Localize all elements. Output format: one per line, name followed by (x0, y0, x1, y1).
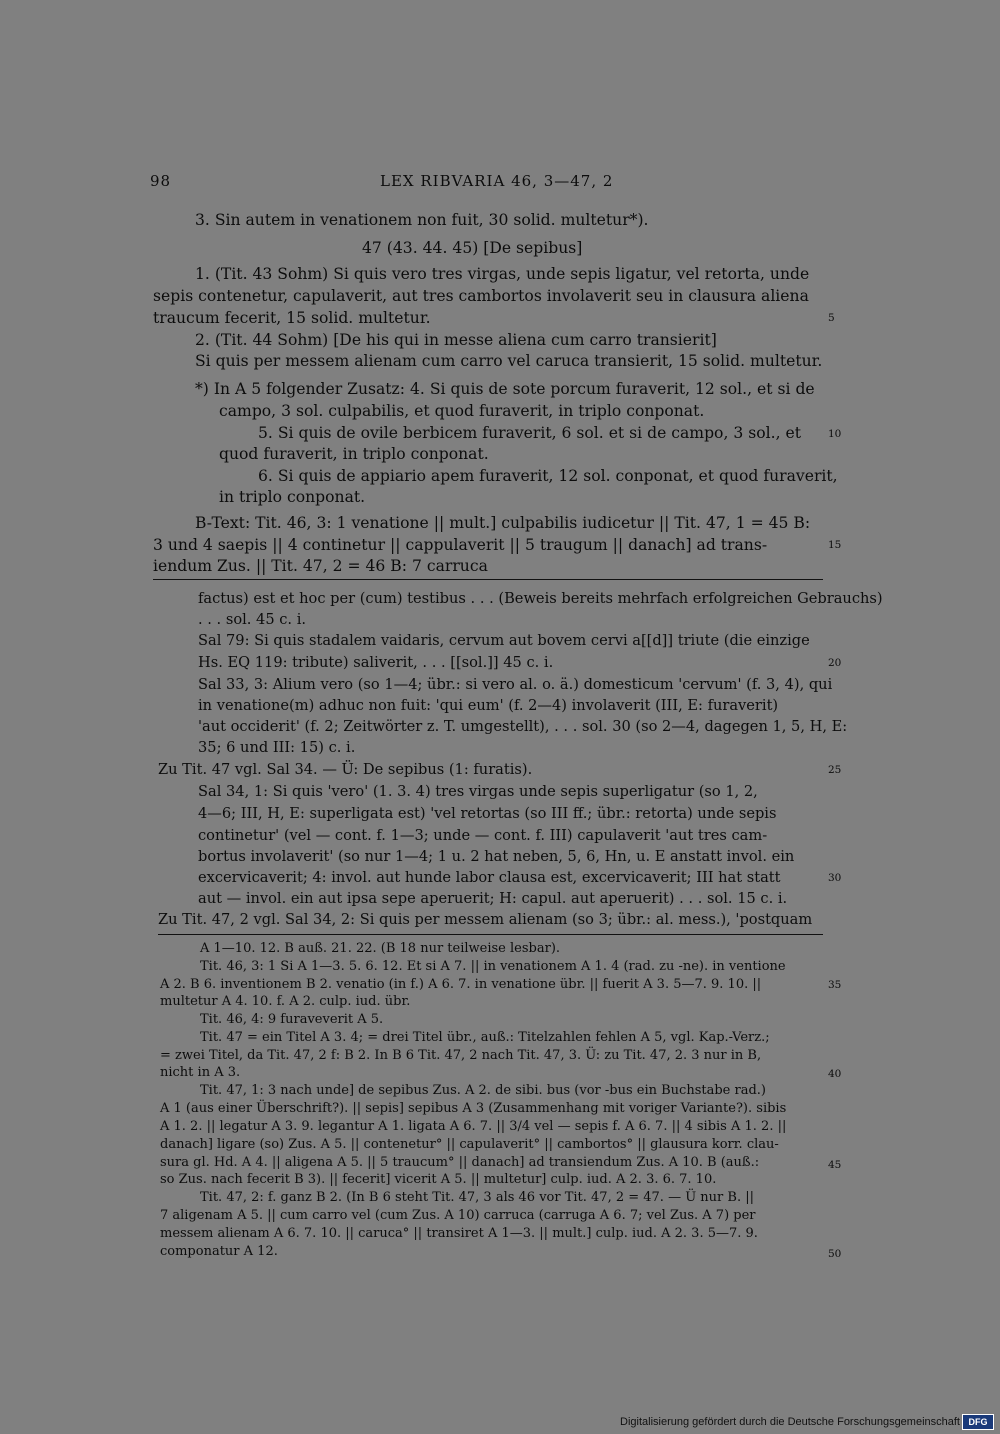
apparatus-line: aut — invol. ein aut ipsa sepe aperuerit; H: capul. aut aperuerit) . . . sol. 15 c. i. (198, 890, 788, 907)
page-number: 98 (150, 172, 172, 190)
text-line: traucum fecerit, 15 solid. multetur. (153, 309, 431, 327)
line-number: 20 (828, 657, 842, 669)
note-line: campo, 3 sol. culpabilis, et quod furaverit, in triplo conponat. (219, 402, 705, 420)
apparatus-line: bortus involaverit' (so nur 1—4; 1 u. 2 hat neben, 5, 6, Hn, u. E anstatt invol. ein (198, 848, 795, 865)
apparatus-line: . . . sol. 45 c. i. (198, 611, 307, 628)
dfg-logo: DFG (962, 1414, 994, 1430)
text-line: sepis contenetur, capulaverit, aut tres cambortos involaverit seu in clausura aliena (153, 287, 809, 305)
line-number: 10 (828, 428, 842, 440)
apparatus-line: Hs. EQ 119: tribute) saliverit, . . . [[sol.]] 45 c. i. (198, 654, 554, 671)
apparatus-line: Sal 79: Si quis stadalem vaidaris, cervum aut bovem cervi a[[d]] triute (die einzige (198, 632, 810, 649)
btext-line: B-Text: Tit. 46, 3: 1 venatione || mult.] culpabilis iudicetur || Tit. 47, 1 = 45 B: (195, 514, 811, 532)
footnote-line: A 1—10. 12. B auß. 21. 22. (B 18 nur teilweise lesbar). (200, 941, 561, 956)
footnote-line: sura gl. Hd. A 4. || aligena A 5. || 5 traucum° || danach] ad transiendum Zus. A 10. B (auß.: (160, 1155, 760, 1170)
line-number: 25 (828, 764, 842, 776)
apparatus-line: 'aut occiderit' (f. 2; Zeitwörter z. T. umgestellt), . . . sol. 30 (so 2—4, dagegen 1, 5, H, E: (198, 718, 848, 735)
footnote-line: Tit. 47, 2: f. ganz B 2. (In B 6 steht Tit. 47, 3 als 46 vor Tit. 47, 2 = 47. — Ü nur B. || (200, 1190, 754, 1205)
apparatus-line: Zu Tit. 47 vgl. Sal 34. — Ü: De sepibus (1: furatis). (158, 761, 533, 778)
digitization-credit: Digitalisierung gefördert durch die Deutsche Forschungsgemeinschaft (620, 1416, 960, 1428)
footnote-line: so Zus. nach fecerit B 3). || fecerit] vicerit A 5. || multetur] culp. iud. A 2. 3. 6. 7. 10. (160, 1172, 717, 1187)
apparatus-line: 35; 6 und III: 15) c. i. (198, 739, 356, 756)
footnote-line: 7 aligenam A 5. || cum carro vel (cum Zus. A 10) carruca (carruga A 6. 7; vel Zus. A 7) per (160, 1208, 756, 1223)
note-line: quod furaverit, in triplo conponat. (219, 445, 489, 463)
apparatus-line: continetur' (vel — cont. f. 1—3; unde — cont. f. III) capulaverit 'aut tres cam- (198, 827, 768, 844)
footnote-rule (158, 934, 823, 935)
footnote-line: A 1. 2. || legatur A 3. 9. legantur A 1. ligata A 6. 7. || 3/4 vel — sepis f. A 6. 7. || 4 sibis A 1. 2. || (160, 1119, 787, 1134)
apparatus-line: Sal 34, 1: Si quis 'vero' (1. 3. 4) tres virgas unde sepis superligatur (so 1, 2, (198, 783, 758, 800)
apparatus-line: factus) est et hoc per (cum) testibus . . . (Beweis bereits mehrfach erfolgreichen Gebrauchs) (198, 590, 883, 607)
btext-line: 3 und 4 saepis || 4 continetur || cappulaverit || 5 traugum || danach] ad trans- (153, 536, 768, 554)
footnote-line: multetur A 4. 10. f. A 2. culp. iud. übr. (160, 994, 411, 1009)
footnote-line: nicht in A 3. (160, 1065, 241, 1080)
footnote-line: Tit. 47, 1: 3 nach unde] de sepibus Zus. A 2. de sibi. bus (vor -bus ein Buchstabe rad.) (200, 1083, 766, 1098)
text-line: Si quis per messem alienam cum carro vel caruca transierit, 15 solid. multetur. (195, 352, 823, 370)
apparatus-line: Sal 33, 3: Alium vero (so 1—4; übr.: si vero al. o. ä.) domesticum 'cervum' (f. 3, 4), qui (198, 676, 833, 693)
line-number: 30 (828, 872, 842, 884)
apparatus-line: Zu Tit. 47, 2 vgl. Sal 34, 2: Si quis per messem alienam (so 3; übr.: al. mess.), 'postquam (158, 911, 813, 928)
line-number: 35 (828, 979, 842, 991)
section-heading: 47 (43. 44. 45) [De sepibus] (362, 239, 583, 257)
footnote-line: messem alienam A 6. 7. 10. || caruca° || transiret A 1—3. || mult.] culp. iud. A 2. 3. 5—7. 9. (160, 1226, 758, 1241)
note-line: 6. Si quis de appiario apem furaverit, 12 sol. conponat, et quod furaverit, (258, 467, 838, 485)
footnote-line: Tit. 47 = ein Titel A 3. 4; = drei Titel übr., auß.: Titelzahlen fehlen A 5, vgl. Kap.-Verz.; (200, 1030, 770, 1045)
text-line: 3. Sin autem in venationem non fuit, 30 solid. multetur*). (195, 211, 649, 229)
footnote-line: componatur A 12. (160, 1244, 278, 1259)
note-line: in triplo conponat. (219, 488, 366, 506)
line-number: 45 (828, 1159, 842, 1171)
line-number: 15 (828, 539, 842, 551)
line-number: 40 (828, 1068, 842, 1080)
btext-line: iendum Zus. || Tit. 47, 2 = 46 B: 7 carruca (153, 557, 488, 575)
divider-rule (153, 579, 823, 580)
apparatus-line: in venatione(m) adhuc non fuit: 'qui eum' (f. 2—4) involaverit (III, E: furaverit) (198, 697, 779, 714)
footnote-line: danach] ligare (so) Zus. A 5. || contenetur° || capulaverit° || cambortos° || glausura korr. clau- (160, 1137, 779, 1152)
footnote-line: Tit. 46, 3: 1 Si A 1—3. 5. 6. 12. Et si A 7. || in venationem A 1. 4 (rad. zu -ne). in ventione (200, 959, 786, 974)
note-line: *) In A 5 folgender Zusatz: 4. Si quis de sote porcum furaverit, 12 sol., et si de (195, 380, 815, 398)
apparatus-line: 4—6; III, H, E: superligata est) 'vel retortas (so III ff.; übr.: retorta) unde sepis (198, 805, 777, 822)
note-line: 5. Si quis de ovile berbicem furaverit, 6 sol. et si de campo, 3 sol., et (258, 424, 801, 442)
footnote-line: A 2. B 6. inventionem B 2. venatio (in f.) A 6. 7. in venatione übr. || fuerit A 3. 5—7. 9. 10. || (160, 977, 762, 992)
footnote-line: = zwei Titel, da Tit. 47, 2 f: B 2. In B 6 Tit. 47, 2 nach Tit. 47, 3. Ü: zu Tit. 47, 2. 3 nur in B, (160, 1048, 762, 1063)
text-line: 1. (Tit. 43 Sohm) Si quis vero tres virgas, unde sepis ligatur, vel retorta, unde (195, 265, 810, 283)
line-number: 5 (828, 312, 835, 324)
line-number: 50 (828, 1248, 842, 1260)
footnote-line: A 1 (aus einer Überschrift?). || sepis] sepibus A 3 (Zusammenhang mit voriger Variante?). sibis (160, 1101, 787, 1116)
text-line: 2. (Tit. 44 Sohm) [De his qui in messe aliena cum carro transierit] (195, 331, 717, 349)
apparatus-line: excervicaverit; 4: invol. aut hunde labor clausa est, excervicaverit; III hat statt (198, 869, 781, 886)
footnote-line: Tit. 46, 4: 9 furaveverit A 5. (200, 1012, 384, 1027)
running-title: LEX RIBVARIA 46, 3—47, 2 (380, 172, 614, 190)
